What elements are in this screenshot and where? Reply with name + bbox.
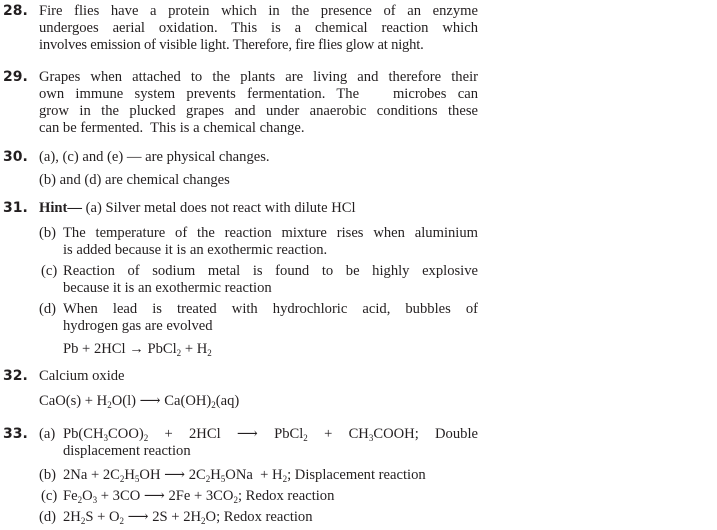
answer-text-line: displacement reaction (63, 443, 191, 459)
part-label: (b) (39, 225, 57, 241)
answer-text-line: grow in the plucked grapes and under anaerobic conditions these (39, 103, 478, 119)
chemical-equation: $2H_2S + O_2$ ⟶ $2S + 2H_2O$; Redox reaction (63, 509, 313, 526)
answer-text-line: Reaction of sodium metal is found to be highly explosive (63, 263, 478, 279)
answer-text-line: When lead is treated with hydrochloric acid, bubbles of (63, 301, 478, 317)
part-label: (a) (39, 426, 56, 442)
answer-text-line: Fire flies have a protein which in the presence of an enzyme (39, 3, 478, 19)
part-label: (c) (41, 263, 58, 279)
chemical-equation: Pb + 2HCl → PbCl$_2$ + $H_2$ (63, 341, 212, 358)
answer-number: 31. (3, 200, 28, 216)
answer-number: 29. (3, 69, 28, 85)
chemical-equation: $Pb(CH_3COO)_2 + 2HCl$ ⟶ PbCl$_2$ + $CH_3COOH$; Double (63, 426, 478, 443)
answer-text-line: is added because it is an exothermic reaction. (63, 242, 328, 258)
answer-text-line: because it is an exothermic reaction (63, 280, 272, 296)
answer-text-line: can be fermented. This is a chemical change. (39, 120, 305, 136)
chemical-equation: $2Na + 2C_2H_5OH$ ⟶ $2C_2H_5ONa + H_2$; Displacement reaction (63, 467, 426, 484)
answer-number: 33. (3, 426, 28, 442)
chemical-equation: $CaO(s) + H_2O(l)$ ⟶ $Ca(OH)_2(aq)$ (39, 393, 240, 410)
answer-text-line: The temperature of the reaction mixture rises when aluminium (63, 225, 478, 241)
part-label: (c) (41, 488, 58, 504)
answer-number: 32. (3, 368, 28, 384)
answer-text-line: (a), (c) and (e) — are physical changes. (39, 149, 270, 165)
answer-text-line: involves emission of visible light. Therefore, fire flies glow at night. (39, 37, 424, 53)
part-label: (d) (39, 509, 57, 525)
answer-text-line: undergoes aerial oxidation. This is a chemical reaction which (39, 20, 478, 36)
answer-number: 28. (3, 3, 28, 19)
part-label: (d) (39, 301, 57, 317)
answer-text-line: own immune system prevents fermentation. The microbes can (39, 86, 478, 102)
answer-text-line: Grapes when attached to the plants are living and therefore their (39, 69, 478, 85)
chemical-equation: $Fe_2O_3 + 3CO$ ⟶ $2Fe + 3CO_2$; Redox reaction (63, 488, 335, 505)
answer-text-line: (b) and (d) are chemical changes (39, 172, 230, 188)
part-label: (b) (39, 467, 57, 483)
answer-text-line: Calcium oxide (39, 368, 125, 384)
answer-text-line: hydrogen gas are evolved (63, 318, 213, 334)
hint-part-a: (a) Silver metal does not react with dilute HCl (85, 200, 356, 216)
answer-number: 30. (3, 149, 28, 165)
hint-label: Hint— (39, 200, 82, 216)
